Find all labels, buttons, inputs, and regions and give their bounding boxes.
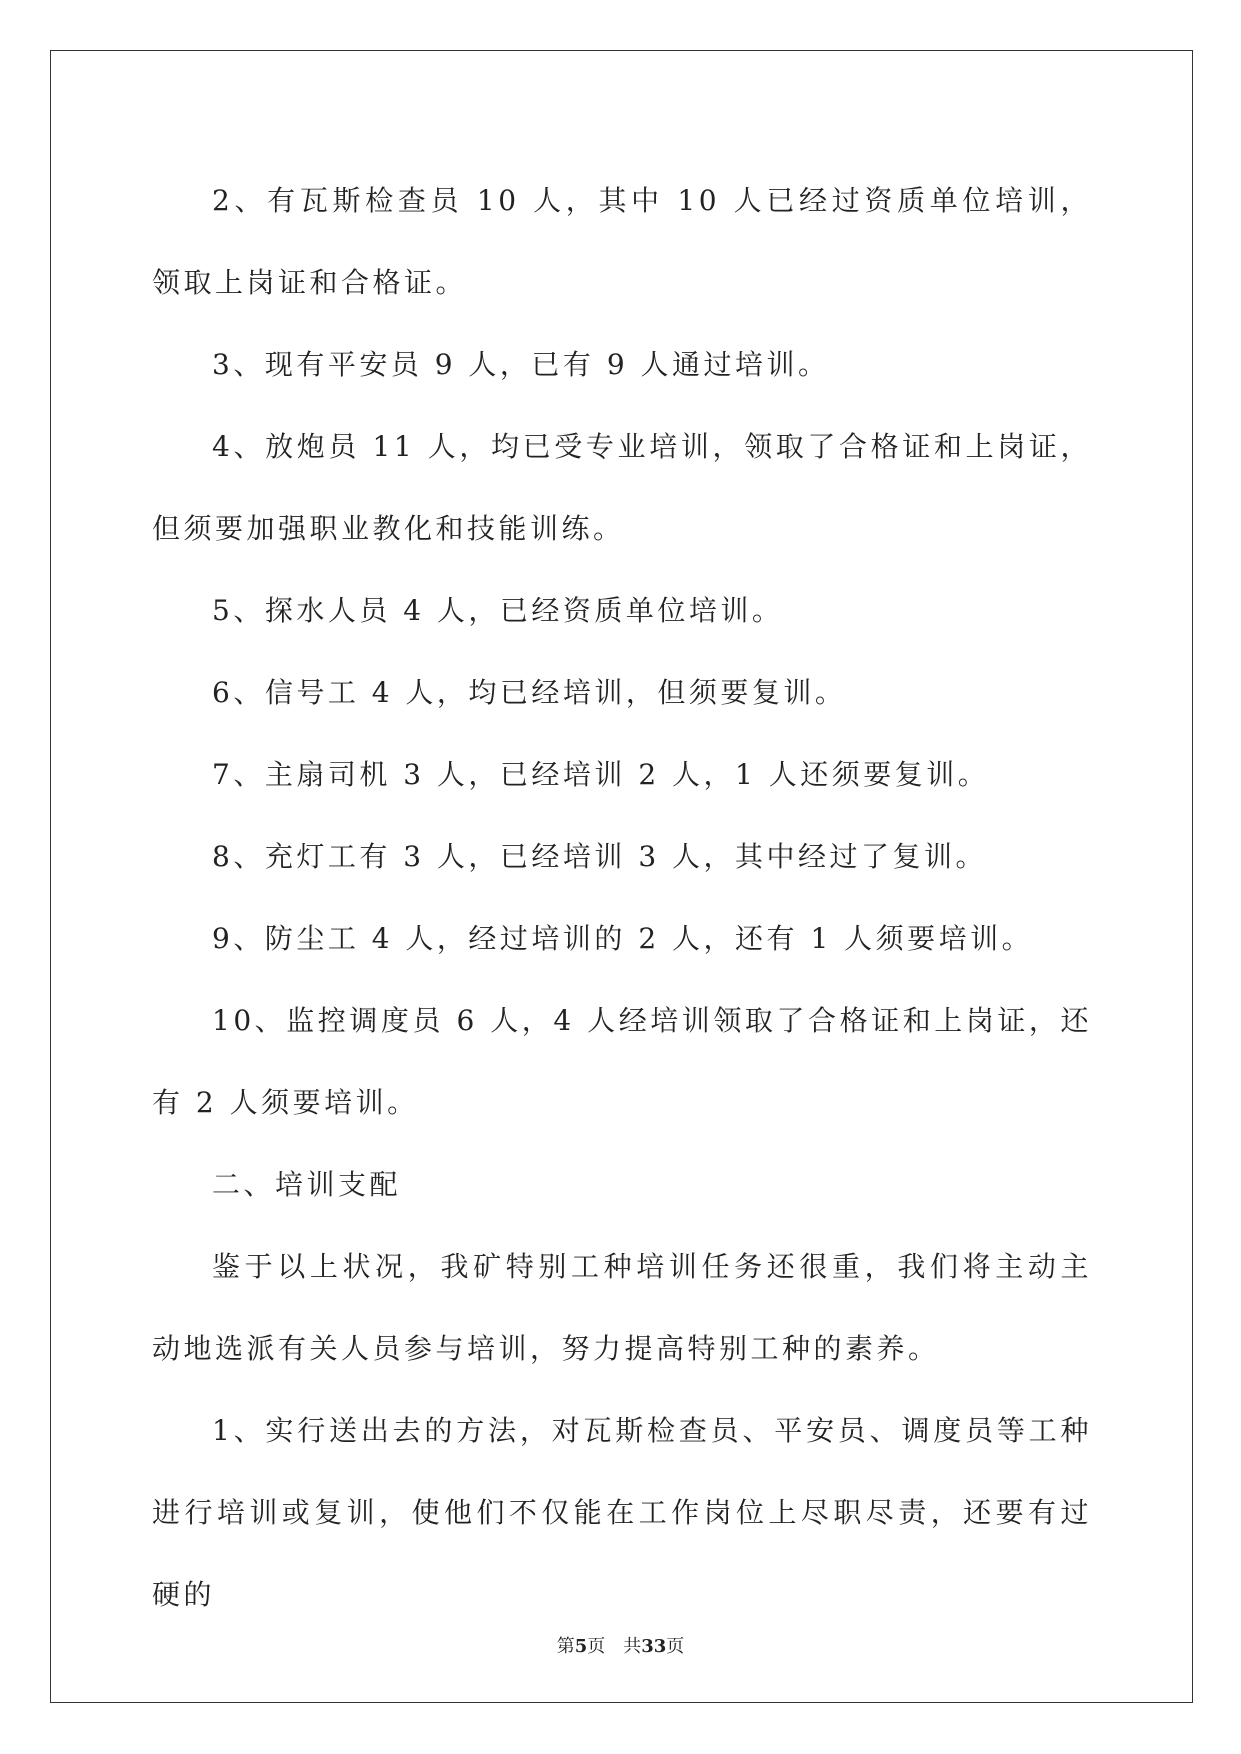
paragraph: 4、放炮员 11 人，均已受专业培训，领取了合格证和上岗证，但须要加强职业教化和技能训练。	[152, 430, 1092, 545]
paragraph: 1、实行送出去的方法，对瓦斯检查员、平安员、调度员等工种进行培训或复训，使他们不仅能在工作岗位上尽职尽责，还要有过硬的	[152, 1414, 1092, 1611]
total-pages: 33	[641, 1636, 667, 1657]
section-heading: 二、培训支配	[212, 1168, 402, 1201]
page-footer	[0, 1632, 1241, 1658]
footer-prefix: 第	[556, 1636, 575, 1657]
paragraph: 10、监控调度员 6 人，4 人经培训领取了合格证和上岗证，还有 2 人须要培训。	[152, 1004, 1092, 1119]
paragraph: 7、主扇司机 3 人，已经培训 2 人，1 人还须要复训。	[212, 758, 990, 791]
paragraph: 3、现有平安员 9 人，已有 9 人通过培训。	[212, 348, 830, 381]
page-number: 5	[574, 1636, 588, 1657]
document-body	[152, 160, 1092, 1636]
paragraph: 9、防尘工 4 人，经过培训的 2 人，还有 1 人须要培训。	[212, 922, 1034, 955]
paragraph: 鉴于以上状况，我矿特别工种培训任务还很重，我们将主动主动地选派有关人员参与培训，努力提高特别工种的素养。	[152, 1250, 1092, 1365]
footer-suffix: 页	[666, 1636, 685, 1657]
paragraph: 5、探水人员 4 人，已经资质单位培训。	[212, 594, 784, 627]
paragraph: 2、有瓦斯检查员 10 人，其中 10 人已经过资质单位培训，领取上岗证和合格证。	[152, 184, 1092, 299]
paragraph: 6、信号工 4 人，均已经培训，但须要复训。	[212, 676, 847, 709]
footer-middle: 页 共	[587, 1636, 642, 1657]
paragraph: 8、充灯工有 3 人，已经培训 3 人，其中经过了复训。	[212, 840, 988, 873]
